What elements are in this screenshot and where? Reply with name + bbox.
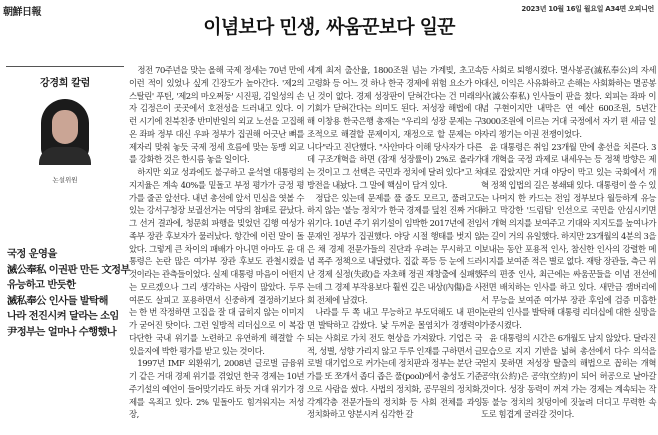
body-paragraph: 세계 최저 출산율, 1800조원 넘는 가계빚, 초고속 고령화 등 어느 것 하나 한국 경제에 위험 요소가 아닌 것이 없다. 경제 성장판이 닫혀간다는 건 미래의 기회가 닫혀간다는 의미도 된다. 저성장 해법에 대해 이창용 한국은행 총재는 "우리의 성장 문제는 구조적으로 해결할 문제이지, 재정으로 할 문제는 아니다"라고 진단했다. "사안마다 이해 당사자가 다른데 구조개혁을 하면 (잠재 성장률이) 2%로 올라가는 것이고 그 선택은 국민과 정치에 달려 있다"고 처방전을 내놨다. 그 말에 핵심이 담겨 있다.	[307, 65, 482, 190]
body-column-2	[307, 64, 482, 421]
column-sidebar	[6, 66, 124, 184]
body-paragraph: 나라를 두 쪽 내고 무능하고 부도덕해도 내 편이면 발탁하고 감쌌다. 낯 두꺼운 몰염치가 경쟁력이 되는 사회로 가치 전도 현상을 가져왔다. 기업은 국적, 성별, 성향 가리지 않고 두루 인재를 구하면서 글로벌 대기업으로 커가는데 정치판과 정부는 분단 국가를 또 쪼개서 좁디 좁은 풀(pool)에서 충성도 기준으로 사람을 썼다. 사법의 정치화, 공무원의 정치화, 각계각층 전문가들의 정치화 등 사회 전체를 과잉 정치화하고 양분시켜 심각한 갈	[307, 307, 482, 420]
body-column-1	[129, 64, 304, 421]
headline: 이념보다 민생, 싸움꾼보다 일꾼	[203, 16, 455, 38]
pull-quote-line: 滅公奉私 이권판 만든 文정부	[7, 263, 130, 276]
pull-quote-line: 국정 운영을	[7, 248, 57, 260]
dateline: 2023년 10월 16일 월요일 A34면 오피니언	[521, 5, 654, 13]
body-paragraph: 등 사회로 퇴행시켰다. 멸사봉공(滅私奉公)의 자세 대신, 이익은 사유화하고 손해는 사회화하는 멸공봉사(滅公奉私) 인사들이 판을 쳤다. 외피는 좌파 이념 구현이지만 내막은 연 예산 600조원, 5년간 3000조원에 이르는 거대 국정에서 자기 편 세금 일자리 챙기는 이권 전쟁이었다.	[481, 65, 656, 139]
author-role: 논설위원	[52, 176, 78, 184]
column-title: 강경희 칼럼	[40, 78, 90, 89]
body-paragraph: 하지만 외교 성과에도 불구하고 윤석열 대통령의 지지율은 계속 40%를 밑돌고 부정 평가가 긍정 평가를 줄곧 앞선다. 내년 총선에 앞서 민심을 엿볼 수 있는 강서구청장 보궐선거는 여당의 참패로 끝났다. 그 선거 결과에, 청문회 파행을 빚었던 김행 여성가족부 장관 후보자가 물러났다. 항간에 이런 말이 돌았다. 그렇게 큰 차이의 패배가 아니면 아마도 윤 대통령은 논란 많은 여가부 장관 후보도 관철시켰을 것이라는 관측들이었다. 실제 대통령 마음이 어떤지는 모르겠으나 그리 생각하는 사람이 많았다. 두루 여론도 살피고 포용하면서 신중하게 결정하기보다는 한 번 작정하면 고집을 잘 대 굽히지 않는 이미지가 굳어진 탓이다. 그런 일방적 리더십으로 이 복잡다단한 국내 위기를 노련하고 유연하게 해결할 수 있을지에 박한 평가를 받고 있는 것이다.	[129, 167, 304, 356]
pull-quote	[7, 247, 130, 341]
body-column-3	[481, 64, 656, 421]
body-paragraph: 정전 70주년을 맞는 올해 국제 정세는 70년 만에 이런 적이 있었나 싶게 긴장도가 높아간다. '제2의 스탈린' 푸틴, '제2의 마오쩌둥' 시진핑, 김일성의 손자 김정은이 곳곳에서 호전성을 드러내고 있다. 이런 시기에 친북친중 반미반일의 외교 노선을 고집해온 좌파 정부 대신 우파 정부가 집권해 어긋난 뼈를 제자리 맞춰 놓듯 국제 정세 흐름에 맞는 동맹 외교를 강화한 것은 한시름 놓을 일이다.	[129, 65, 304, 165]
pull-quote-line: 滅私奉公 인사들 발탁해	[7, 294, 108, 307]
pull-quote-line: 유능하고 반듯한	[7, 279, 76, 292]
pull-quote-line: 나라 전진시켜 달라는 소임	[7, 310, 119, 323]
pull-quote-line: 尹정부는 얼마나 수행했나	[7, 325, 117, 338]
body-paragraph: 1997년 IMF 외환위기, 2008년 글로벌 금융위기 같은 거대 경제 위기를 겪었던 한국 경제는 10년 주기설의 예언이 들어맞기라도 하듯 거대 위기가 경제를 옥죄고 있다. 2% 밑돌아도 힘겨워지는 저성장,	[129, 358, 304, 420]
author-photo	[35, 97, 95, 165]
body-paragraph: 정답은 있는데 문제를 풀 줄도 모르고, 풀려고도 하지 않는 '불능 정치'가 한국 경제를 덮친 진짜 거대 위기다. 10년 주기 위기설이 임박한 2017년에 전임 문재인 정부가 집권했다. 야당 시절 행태를 벗지 않은 채 경제 전문가들의 진단과 우려는 무시하고 이념 폭주 정책으로 내달렸다. 집값 폭등 등 눈에 드러난 경제 실정(失政)을 자초해 정권 재창출에 실패했는데 그 경제 부작용보다 훨씬 깊은 내상(內傷)을 사회 전체에 남겼다.	[307, 192, 482, 305]
body-paragraph: 윤 대통령의 시간은 6개월도 남지 않았다. 달라진 모습으로 지지 기반을 넓혀 총선에서 다수 의석을 얻지 못하면 저성장 탈출의 해법으로 꼽히는 개혁 공약(公約)은 공약(空約)이 되어 허공으로 날아갈 것이다. 성장 동력이 꺼져 가는 경제는 계속되는 작동 불능 정치의 칫덩이에 짓눌려 더디고 무력한 속도로 힘겹게 굴러갈 것이다.	[481, 332, 656, 420]
newspaper-logo: 朝鮮日報	[3, 7, 41, 18]
body-paragraph: 윤 대통령은 취임 23개월 만에 총선을 치른다. 3대 개혁을 국정 과제로 내세우는 등 정책 방향은 제대로 잡았지만 거대 야당이 막고 있는 국회에서 개혁 정책 입법의 길은 봉쇄돼 있다. 대통령이 쓸 수 있는 나머지 한 카드는 전임 정부보다 월등하게 유능하고 막강한 '드림팀' 인선으로 국민을 안심시키면서 개혁 의지를 보여주고 기대와 지지도를 높여나가는 길이 거의 유일했다. 하지만 23개월의 4분의 3을 보내는 동안 포용적 인사, 참신한 인사의 강렬한 메시지를 보여준 적은 별로 없다. 재탕 장관들, 측근 위주의 편중 인사, 최근에는 싸움꾼들을 이념 전선에 전면 배치하는 인사를 하고 있다. 새만금 잼버리에서 무능을 보여준 여가부 장관 후임에 검증 미흡한 논란의 인사를 발탁해 대통령 리더십에 대한 실망을 가중시켰다.	[481, 141, 656, 330]
divider	[6, 66, 124, 67]
